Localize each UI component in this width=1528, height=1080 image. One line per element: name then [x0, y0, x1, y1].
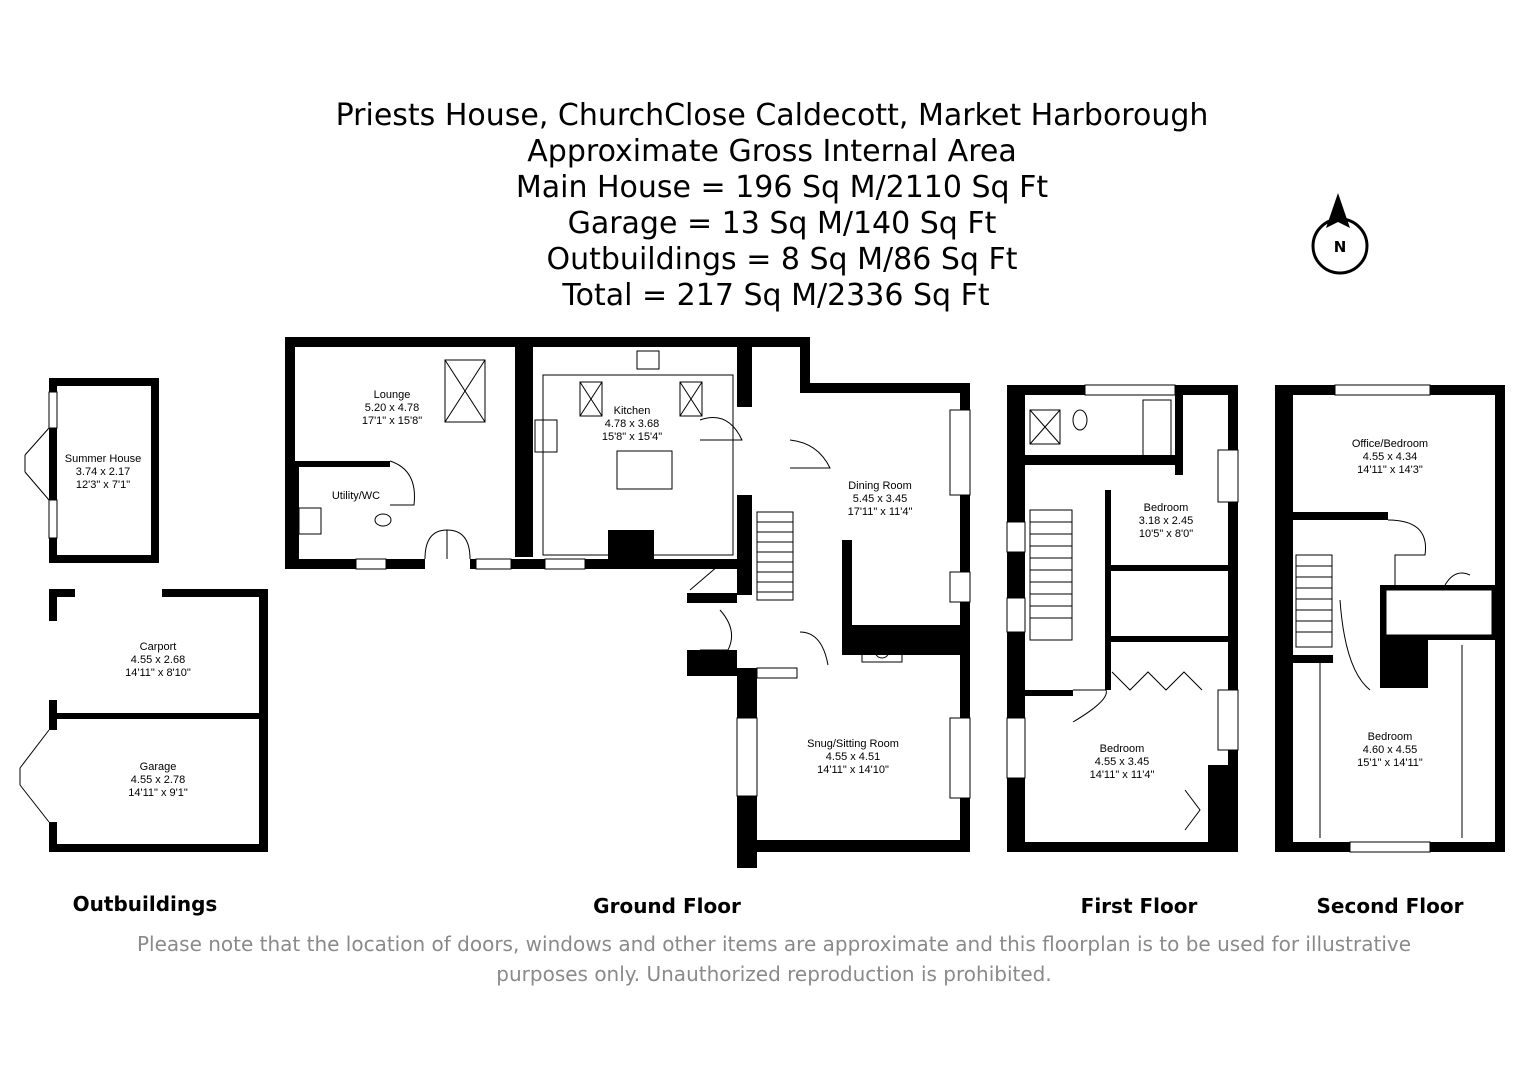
header-subtitle: Approximate Gross Internal Area: [527, 134, 1017, 169]
area-garage: Garage = 13 Sq M/140 Sq Ft: [567, 206, 997, 241]
first-floor-stairs: [1030, 510, 1072, 640]
area-outbuildings: Outbuildings = 8 Sq M/86 Sq Ft: [546, 242, 1018, 277]
label-ground-floor: Ground Floor: [593, 894, 741, 918]
bedroom-sf-name: Bedroom: [1367, 731, 1413, 743]
garage-metric: 4.55 x 2.78: [130, 774, 186, 786]
summer-house: [25, 378, 159, 563]
disclaimer-line-1: Please note that the location of doors, windows and other items are approximate and this floorplan is to be used for illustrative: [136, 932, 1412, 956]
disclaimer: [137, 932, 1411, 986]
garage-imperial: 14'11" x 9'1": [128, 787, 188, 799]
ground-stairs: [757, 512, 793, 600]
compass-letter: N: [1333, 238, 1347, 256]
lounge-metric: 5.20 x 4.78: [364, 402, 420, 414]
outbuildings-plan: [20, 378, 268, 852]
office-bedroom-metric: 4.55 x 4.34: [1362, 451, 1418, 463]
office-bedroom-imperial: 14'11" x 14'3": [1357, 464, 1423, 476]
area-total: Total = 217 Sq M/2336 Sq Ft: [562, 278, 990, 313]
label-first-floor: First Floor: [1080, 894, 1198, 918]
bedroom-ff-main-imperial: 14'11" x 11'4": [1089, 769, 1155, 781]
snug-imperial: 14'11" x 14'10": [817, 764, 889, 776]
second-floor-plan: [1275, 385, 1505, 852]
bedroom-ff-small-imperial: 10'5" x 8'0": [1138, 528, 1194, 540]
office-bedroom-name: Office/Bedroom: [1351, 438, 1429, 450]
floor-labels: [73, 892, 1464, 918]
kitchen-metric: 4.78 x 3.68: [604, 418, 660, 430]
label-second-floor: Second Floor: [1316, 894, 1464, 918]
snug-name: Snug/Sitting Room: [807, 738, 899, 750]
first-floor-plan: [1007, 385, 1238, 852]
kitchen-name: Kitchen: [613, 405, 651, 417]
north-arrow-icon: [1313, 193, 1367, 273]
carport-metric: 4.55 x 2.68: [130, 654, 186, 666]
bedroom-ff-small-metric: 3.18 x 2.45: [1138, 515, 1194, 527]
bedroom-ff-main-name: Bedroom: [1099, 743, 1145, 755]
summer-house-imperial: 12'3" x 7'1": [75, 479, 131, 491]
second-floor-stairs: [1296, 555, 1332, 647]
area-main-house: Main House = 196 Sq M/2110 Sq Ft: [515, 170, 1049, 205]
garage-name: Garage: [139, 761, 177, 773]
carport-imperial: 14'11" x 8'10": [125, 667, 191, 679]
carport-name: Carport: [139, 641, 177, 653]
label-outbuildings: Outbuildings: [72, 892, 218, 916]
bedroom-sf-imperial: 15'1" x 14'11": [1357, 757, 1423, 769]
dining-room-name: Dining Room: [848, 480, 912, 492]
bedroom-sf-metric: 4.60 x 4.55: [1362, 744, 1418, 756]
snug-metric: 4.55 x 4.51: [825, 751, 881, 763]
carport-garage: [20, 589, 268, 852]
disclaimer-line-2: purposes only. Unauthorized reproduction is prohibited.: [496, 962, 1052, 986]
bedroom-ff-small-name: Bedroom: [1143, 502, 1189, 514]
ground-floor-plan: [285, 337, 970, 868]
summer-house-name: Summer House: [64, 453, 142, 465]
kitchen-imperial: 15'8" x 15'4": [601, 431, 663, 443]
dining-room-imperial: 17'11" x 11'4": [847, 506, 913, 518]
utility-name: Utility/WC: [331, 490, 381, 502]
dining-room-metric: 5.45 x 3.45: [852, 493, 908, 505]
summer-house-metric: 3.74 x 2.17: [75, 466, 131, 478]
lounge-imperial: 17'1" x 15'8": [361, 415, 423, 427]
lounge-name: Lounge: [373, 389, 411, 401]
header: [336, 98, 1209, 313]
bedroom-ff-main-metric: 4.55 x 3.45: [1094, 756, 1150, 768]
header-title: Priests House, ChurchClose Caldecott, Market Harborough: [335, 98, 1209, 133]
